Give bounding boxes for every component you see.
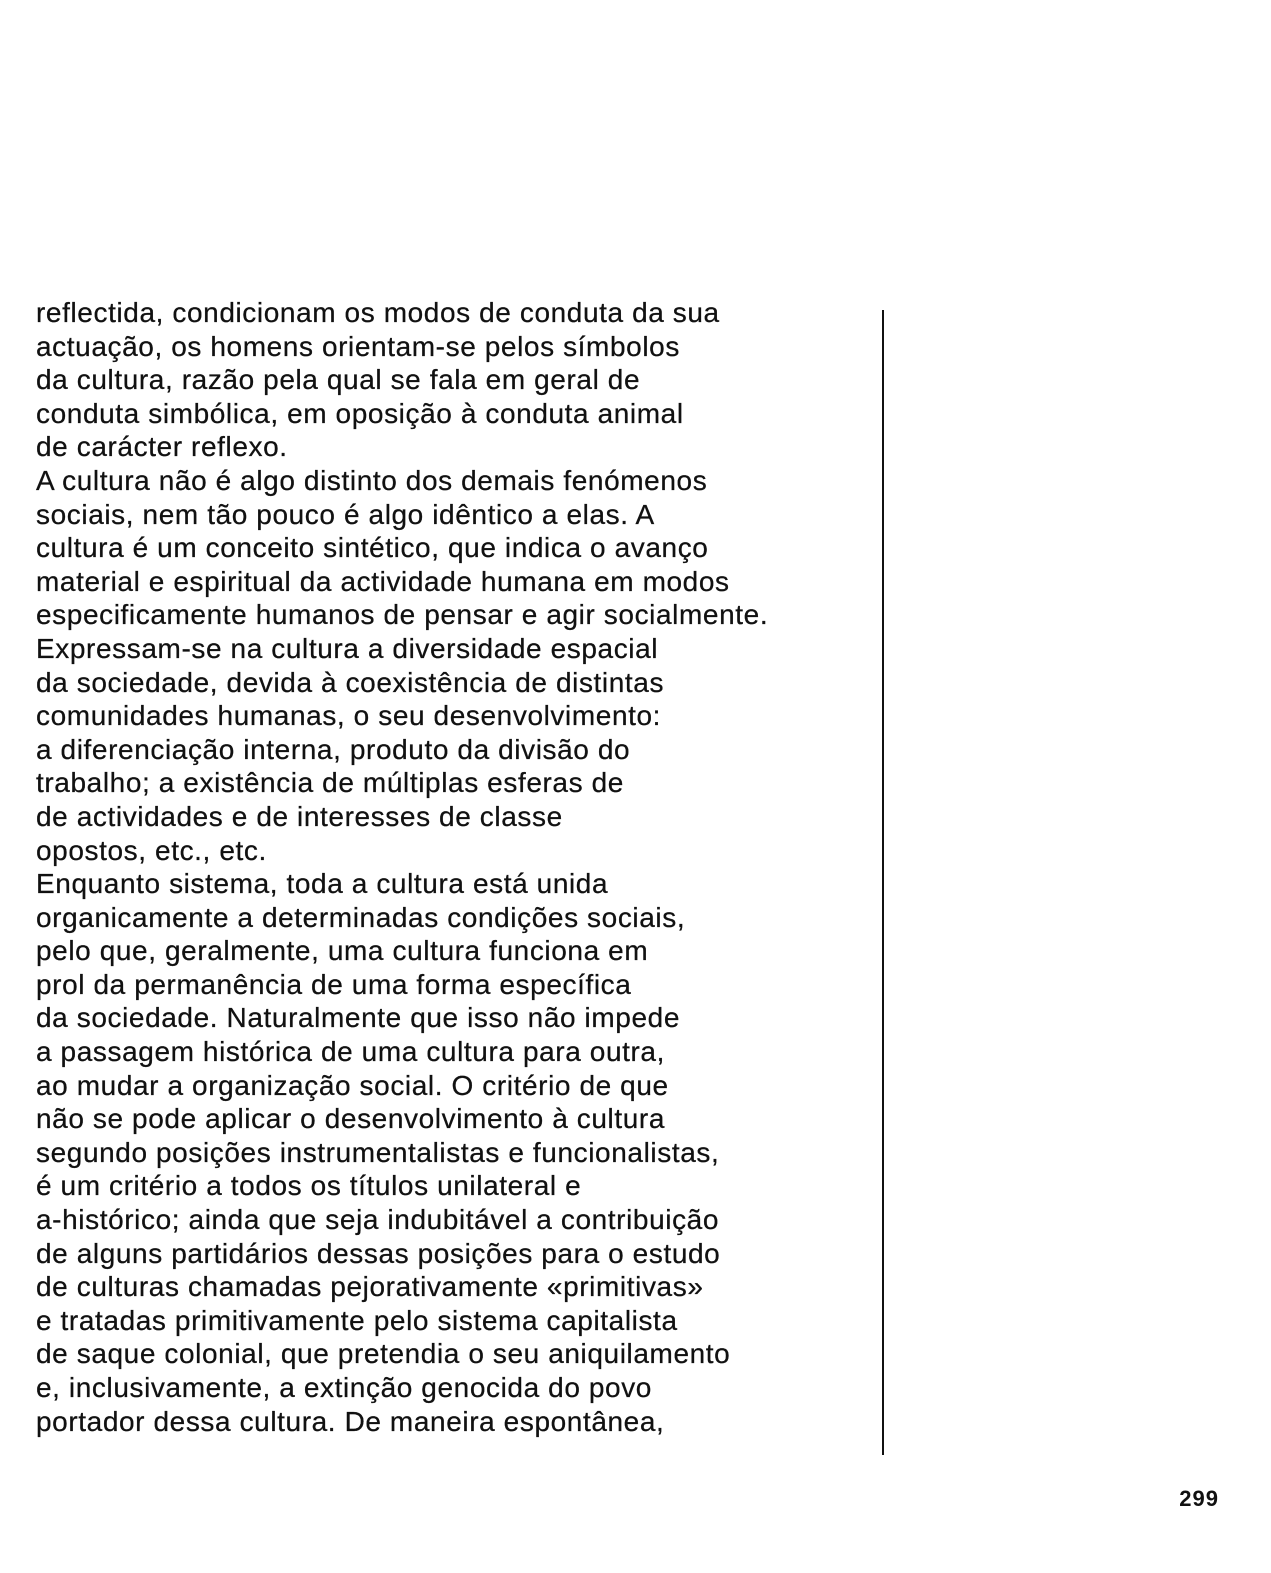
text-line: de culturas chamadas pejorativamente «primitivas» — [36, 1271, 704, 1303]
text-line: conduta simbólica, em oposição à conduta animal — [36, 397, 684, 429]
text-line: organicamente a determinadas condições sociais, — [36, 901, 686, 933]
text-line: reflectida, condicionam os modos de conduta da sua — [36, 297, 720, 328]
text-line: portador dessa cultura. De maneira espontânea, — [36, 1405, 665, 1437]
text-line: pelo que, geralmente, uma cultura funciona em — [36, 935, 649, 967]
text-line: de alguns partidários dessas posições para o estudo — [36, 1237, 721, 1269]
body-text — [36, 296, 876, 1438]
text-line: não se pode aplicar o desenvolvimento à cultura — [36, 1103, 666, 1135]
text-line: e, inclusivamente, a extinção genocida do povo — [36, 1372, 652, 1403]
text-line: de saque colonial, que pretendia o seu aniquilamento — [36, 1338, 731, 1370]
text-line: é um critério a todos os títulos unilateral e — [36, 1170, 582, 1202]
text-line: a passagem histórica de uma cultura para outra, — [36, 1036, 665, 1068]
text-line: a-histórico; ainda que seja indubitável a contribuição — [36, 1204, 720, 1236]
text-line: da sociedade. Naturalmente que isso não impede — [36, 1002, 680, 1034]
text-line: segundo posições instrumentalistas e funcionalistas, — [36, 1136, 720, 1168]
page-number: 299 — [1179, 1486, 1219, 1511]
text-line: Enquanto sistema, toda a cultura está unida — [36, 868, 609, 900]
text-line: Expressam-se na cultura a diversidade espacial — [36, 632, 659, 664]
text-line: material e espiritual da actividade humana em modos — [36, 565, 730, 597]
text-line: trabalho; a existência de múltiplas esferas de — [36, 767, 624, 799]
text-line: cultura é um conceito sintético, que indica o avanço — [36, 532, 709, 564]
text-line: sociais, nem tão pouco é algo idêntico a elas. A — [36, 498, 655, 530]
text-line: e tratadas primitivamente pelo sistema capitalista — [36, 1304, 678, 1336]
text-line: actuação, os homens orientam-se pelos símbolos — [36, 330, 680, 362]
text-line: A cultura não é algo distinto dos demais fenómenos — [36, 464, 708, 496]
text-line: de carácter reflexo. — [36, 431, 288, 463]
text-line: da cultura, razão pela qual se fala em geral de — [36, 364, 641, 396]
margin-rule — [882, 310, 884, 1455]
text-line: prol da permanência de uma forma específica — [36, 968, 632, 1000]
text-line: a diferenciação interna, produto da divisão do — [36, 733, 631, 765]
text-line: comunidades humanas, o seu desenvolvimento: — [36, 700, 662, 732]
text-line: de actividades e de interesses de classe — [36, 800, 563, 832]
text-line: opostos, etc., etc. — [36, 834, 267, 866]
text-line: especificamente humanos de pensar e agir socialmente. — [36, 599, 769, 631]
text-line: ao mudar a organização social. O critério de que — [36, 1069, 669, 1101]
text-line: da sociedade, devida à coexistência de distintas — [36, 666, 665, 698]
